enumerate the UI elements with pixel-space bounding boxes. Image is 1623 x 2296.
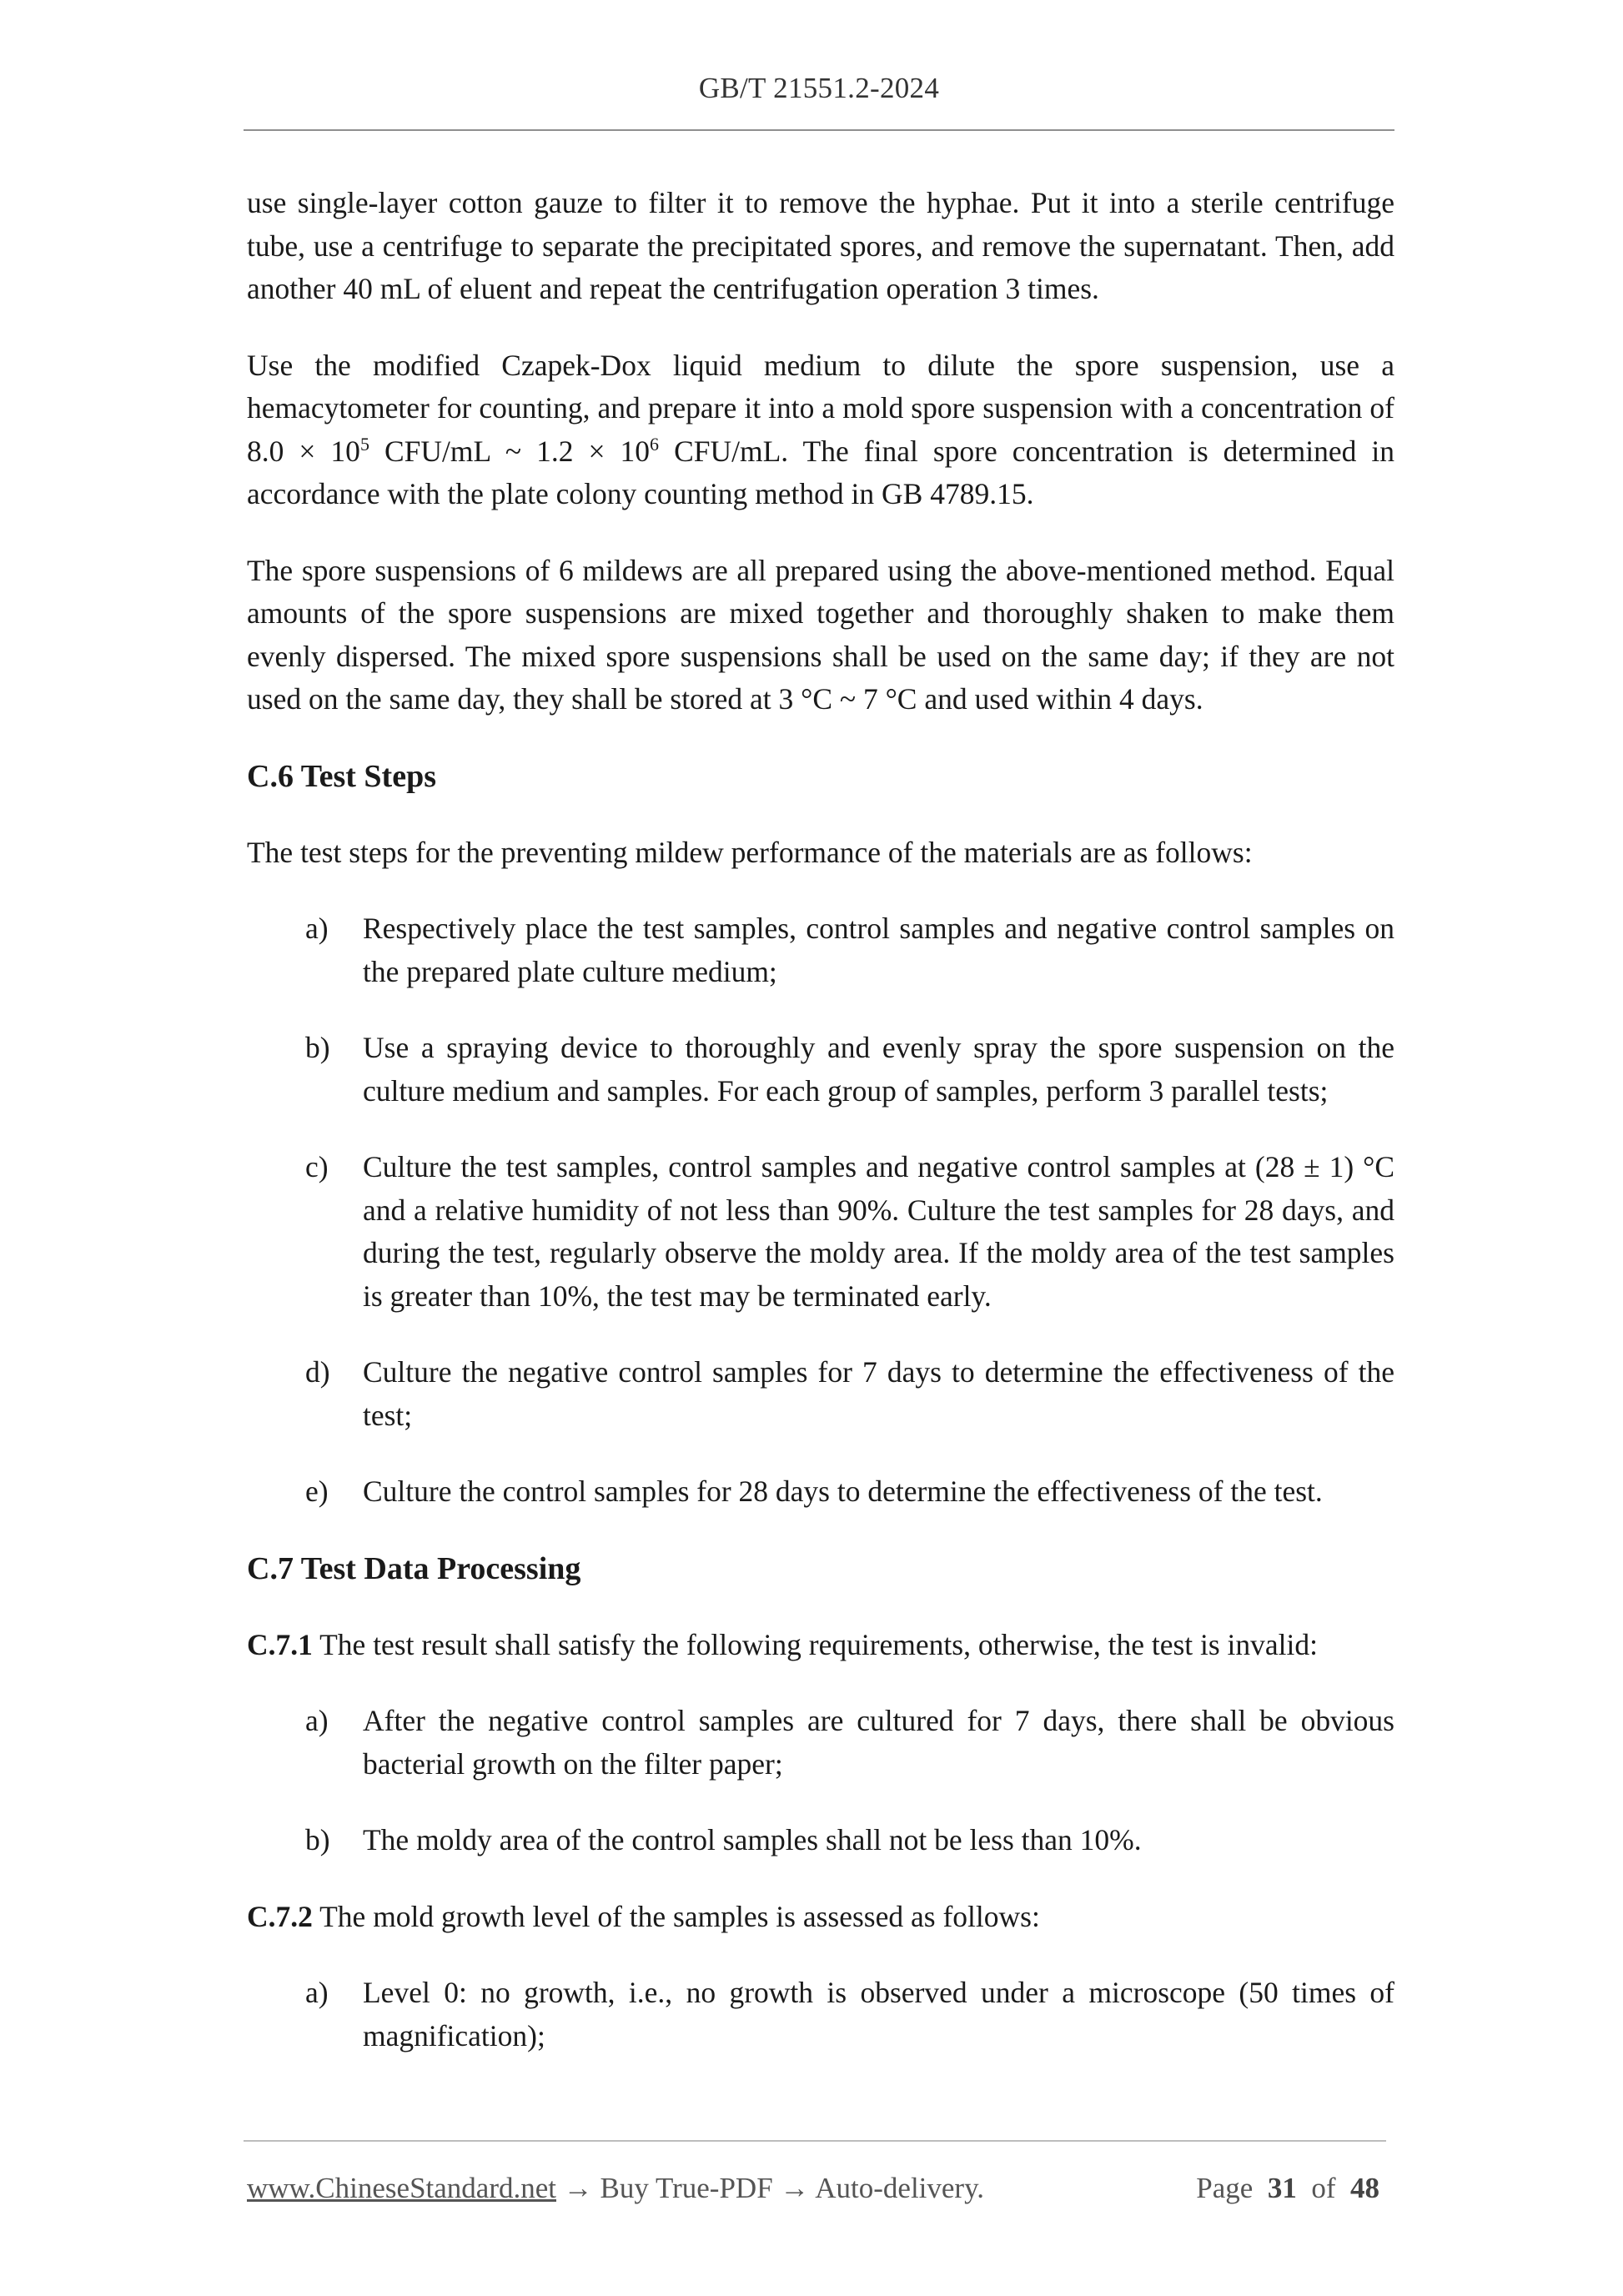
- website-link[interactable]: www.ChineseStandard.net: [247, 2172, 556, 2204]
- list-text: Respectively place the test samples, control samples and negative control samples on the prepared plate culture medium;: [363, 912, 1394, 988]
- clause-number: C.7.1: [247, 1627, 313, 1661]
- clause-c71: [247, 1624, 1394, 1667]
- page-counter: [1196, 2172, 1379, 2205]
- page-word: Page: [1196, 2172, 1254, 2204]
- list-item: [247, 1972, 1394, 2057]
- list-text: Level 0: no growth, i.e., no growth is observed under a microscope (50 times of magnification);: [363, 1976, 1394, 2052]
- of-word: of: [1311, 2172, 1336, 2204]
- list-text: Use a spraying device to thoroughly and evenly spray the spore suspension on the culture medium and samples. For each group of samples, perform 3 parallel tests;: [363, 1031, 1394, 1108]
- page-footer: [247, 2172, 1388, 2213]
- list-label: a): [305, 1976, 329, 2009]
- header-divider: [244, 129, 1394, 131]
- exponent-1: 5: [359, 433, 369, 455]
- list-item: [247, 1700, 1394, 1786]
- paragraph-dilution: [247, 344, 1394, 516]
- list-label: b): [305, 1031, 330, 1064]
- footer-promo: [247, 2172, 984, 2205]
- c6-intro: The test steps for the preventing mildew performance of the materials are as follows:: [247, 835, 1253, 869]
- buy-true-pdf-text: Buy True-PDF: [600, 2172, 773, 2204]
- list-item: [247, 1351, 1394, 1437]
- list-item: [247, 1470, 1394, 1514]
- current-page-number: 31: [1267, 2172, 1297, 2204]
- list-item: [247, 1819, 1394, 1862]
- clause-c72: [247, 1896, 1394, 1939]
- list-item: [247, 907, 1394, 993]
- list-label: b): [305, 1823, 330, 1856]
- list-text: After the negative control samples are cultured for 7 days, there shall be obvious bacterial growth on the filter paper;: [363, 1704, 1394, 1781]
- list-label: c): [305, 1150, 329, 1183]
- total-pages-number: 48: [1350, 2172, 1379, 2204]
- list-item: [247, 1146, 1394, 1318]
- document-body: [247, 182, 1394, 2091]
- footer-divider: [244, 2140, 1386, 2142]
- paragraph-filtering: use single-layer cotton gauze to filter it to remove the hyphae. Put it into a sterile centrifuge tube, use a centrifuge to separate the precipitated spores, and remove the supernatant. Then, add another 40 mL of eluent and repeat the centrifugation operation 3 times.: [247, 186, 1394, 305]
- clause-text: The mold growth level of the samples is assessed as follows:: [312, 1899, 1040, 1933]
- list-text: The moldy area of the control samples shall not be less than 10%.: [363, 1823, 1142, 1856]
- arrow-right-icon: →: [780, 2172, 810, 2204]
- list-label: a): [305, 912, 329, 945]
- clause-text: The test result shall satisfy the following requirements, otherwise, the test is invalid:: [312, 1627, 1319, 1661]
- heading-c6: C.6 Test Steps: [247, 758, 436, 794]
- list-text: Culture the control samples for 28 days to determine the effectiveness of the test.: [363, 1475, 1323, 1508]
- document-code: GB/T 21551.2-2024: [698, 72, 940, 104]
- paragraph-dilution-part1: Use the modified Czapek-Dox liquid medium to dilute the spore suspension, use a hemacytometer for counting, and prepare it into a mold spore suspension with a concentration of 8.0 × 10: [247, 348, 1394, 468]
- paragraph-mixing: The spore suspensions of 6 mildews are all prepared using the above-mentioned method. Equal amounts of the spore suspensions are mixed together and thoroughly shaken to make them evenly dispersed. The mixed spore suspensions shall be used on the same day; if they are not used on the same day, they shall be stored at 3 °C ~ 7 °C and used within 4 days.: [247, 553, 1394, 716]
- exponent-2: 6: [650, 433, 660, 455]
- clause-number: C.7.2: [247, 1899, 313, 1933]
- heading-c7: C.7 Test Data Processing: [247, 1550, 581, 1586]
- paragraph-dilution-part2: CFU/mL ~ 1.2 × 10: [369, 434, 651, 468]
- auto-delivery-text: Auto-delivery.: [815, 2172, 985, 2204]
- list-text: Culture the negative control samples for 7 days to determine the effectiveness of the test;: [363, 1355, 1394, 1432]
- list-item: [247, 1027, 1394, 1113]
- page-header: [244, 72, 1394, 105]
- arrow-right-icon: →: [563, 2172, 593, 2204]
- list-label: d): [305, 1355, 330, 1389]
- list-text: Culture the test samples, control samples and negative control samples at (28 ± 1) °C and a relative humidity of not less than 90%. Culture the test samples for 28 days, and during the test, regularly observe the moldy area. If the moldy area of the test samples is greater than 10%, the test may be terminated early.: [363, 1150, 1394, 1313]
- paragraph-dilution-part3: CFU/mL. The final spore concentration is determined in accordance with the plate colony counting method in GB 4789.15.: [247, 434, 1394, 510]
- list-label: a): [305, 1704, 329, 1737]
- list-label: e): [305, 1475, 329, 1508]
